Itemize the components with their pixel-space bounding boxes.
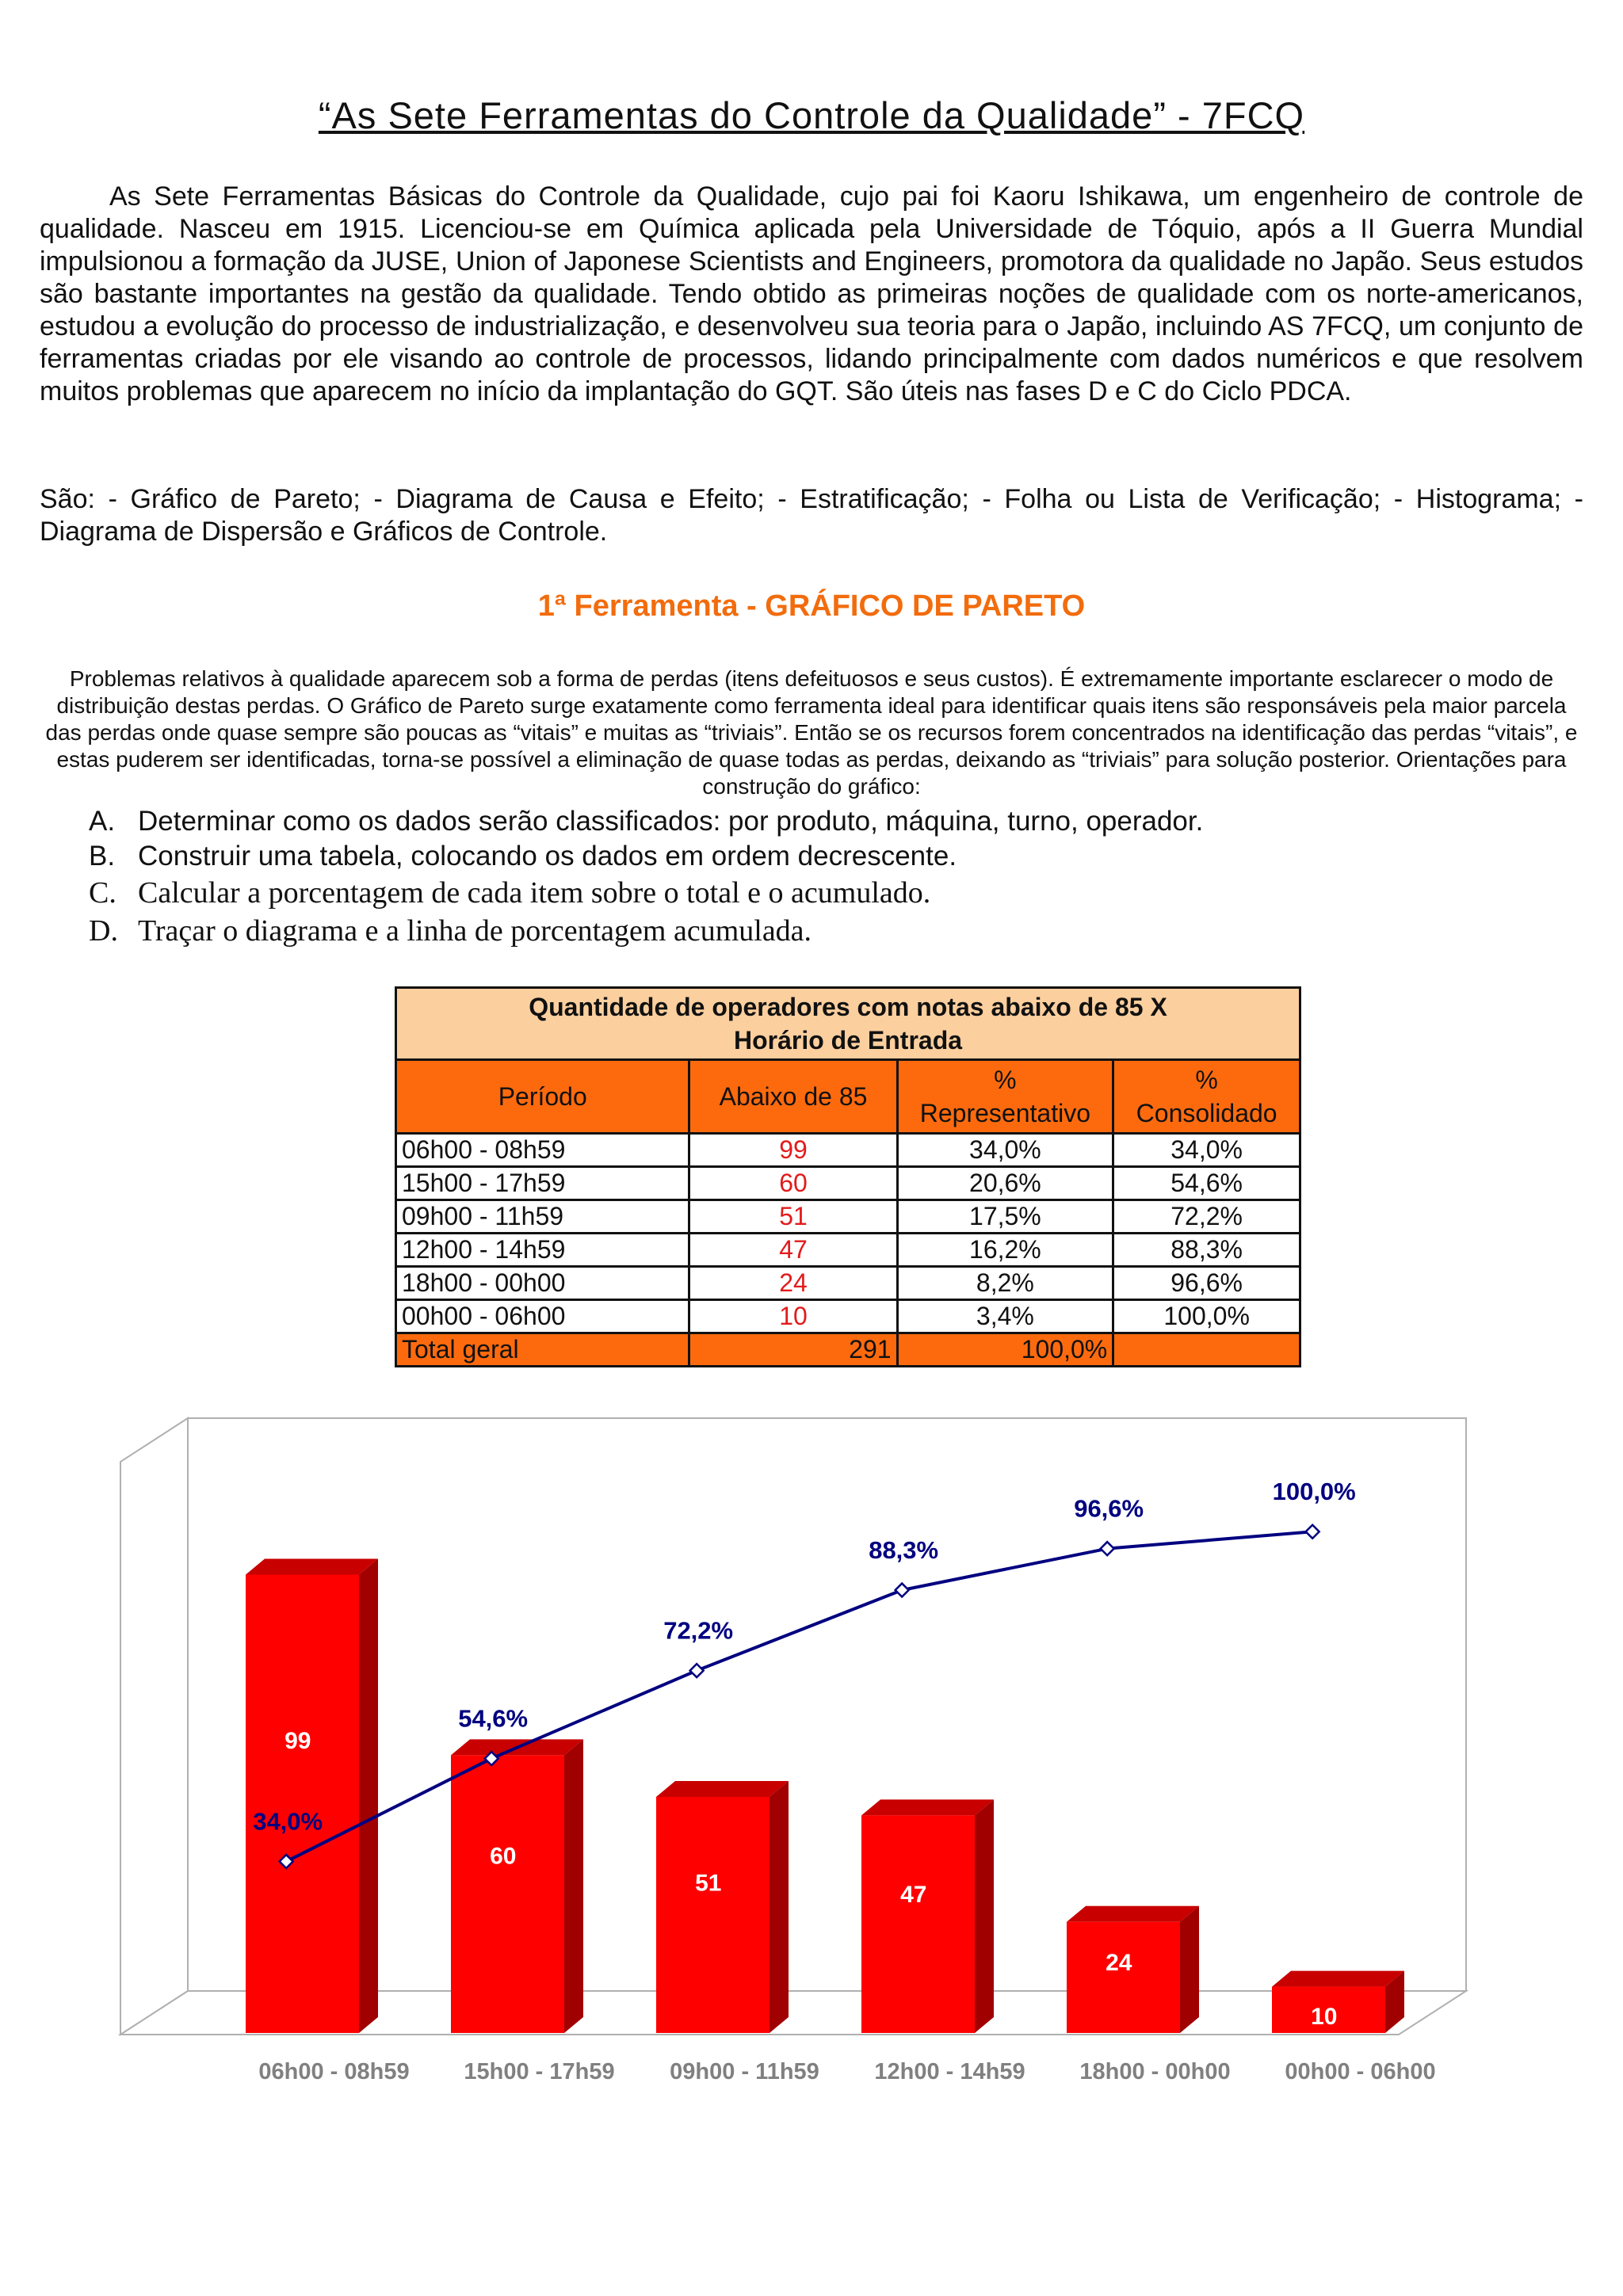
bar-side-face (1180, 1906, 1199, 2033)
step-item (89, 804, 1203, 839)
pareto-table (395, 986, 1301, 1367)
step-item (89, 912, 1203, 950)
table-header-row (396, 1060, 1300, 1134)
header-rep-label: Representativo (919, 1099, 1090, 1127)
bar-value-label: 47 (900, 1882, 927, 1909)
table-caption-row (396, 988, 1300, 1060)
table-caption-line1: Quantidade de operadores com notas abaixo de 85 X (529, 993, 1167, 1021)
bar-side-face (564, 1739, 583, 2033)
table-row (396, 1300, 1300, 1333)
bar-value-label: 99 (285, 1727, 311, 1754)
cumulative-label: 34,0% (253, 1807, 323, 1836)
cell-count: 10 (689, 1300, 897, 1333)
step-text: Calcular a porcentagem de cada item sobre o total e o acumulado. (138, 876, 931, 910)
cell-count: 51 (689, 1200, 897, 1234)
table-caption-line2: Horário de Entrada (733, 1026, 963, 1055)
cumulative-label: 96,6% (1074, 1494, 1144, 1523)
cell-rep: 20,6% (897, 1167, 1113, 1200)
category-label: 00h00 - 06h00 (1285, 2059, 1436, 2084)
header-cons-symbol: % (1195, 1066, 1218, 1094)
step-marker: C. (89, 876, 116, 910)
step-marker: D. (89, 914, 118, 948)
bar-top-face (246, 1558, 378, 1574)
cumulative-label: 88,3% (869, 1536, 939, 1565)
category-label: 09h00 - 11h59 (670, 2059, 819, 2084)
header-rep-symbol: % (994, 1066, 1017, 1094)
total-rep: 100,0% (897, 1333, 1113, 1367)
total-label: Total geral (396, 1333, 689, 1367)
cumulative-label: 100,0% (1272, 1478, 1356, 1506)
cell-rep: 8,2% (897, 1267, 1113, 1300)
category-label: 06h00 - 08h59 (258, 2059, 410, 2084)
table-row (396, 1267, 1300, 1300)
cell-count: 60 (689, 1167, 897, 1200)
bar-top-face (861, 1799, 994, 1815)
cell-count: 99 (689, 1134, 897, 1167)
cell-period: 18h00 - 00h00 (396, 1267, 689, 1300)
category-label: 12h00 - 14h59 (874, 2059, 1025, 2084)
cumulative-label: 72,2% (663, 1616, 734, 1645)
step-text: Construir uma tabela, colocando os dados em ordem decrescente. (138, 841, 957, 871)
cell-period: 09h00 - 11h59 (396, 1200, 689, 1234)
cell-period: 06h00 - 08h59 (396, 1134, 689, 1167)
bar-value-label: 60 (490, 1843, 517, 1870)
cell-period: 12h00 - 14h59 (396, 1234, 689, 1267)
cell-cons: 96,6% (1113, 1267, 1300, 1300)
cell-cons: 100,0% (1113, 1300, 1300, 1333)
tools-list-paragraph: São: - Gráfico de Pareto; - Diagrama de Causa e Efeito; - Estratificação; - Folha ou Lista de Verificação; - Histograma; - Diagrama de Dispersão e Gráficos de Controle. (40, 484, 1583, 547)
total-cons (1113, 1333, 1300, 1367)
step-marker: A. (89, 806, 116, 837)
cell-period: 00h00 - 06h00 (396, 1300, 689, 1333)
table-total-row (396, 1333, 1300, 1367)
step-item (89, 874, 1203, 912)
bar (1067, 1922, 1180, 2033)
bar (246, 1574, 359, 2033)
cell-rep: 17,5% (897, 1200, 1113, 1234)
header-representative (897, 1060, 1113, 1134)
header-period: Período (396, 1060, 689, 1134)
cell-cons: 88,3% (1113, 1234, 1300, 1267)
cell-cons: 54,6% (1113, 1167, 1300, 1200)
category-label: 15h00 - 17h59 (464, 2059, 615, 2084)
bar-side-face (769, 1781, 789, 2033)
bar (861, 1815, 975, 2033)
total-count: 291 (689, 1333, 897, 1367)
step-text: Traçar o diagrama e a linha de porcentagem acumulada. (138, 914, 812, 948)
construction-steps (89, 804, 1203, 950)
pareto-chart (0, 1401, 1623, 2098)
cell-rep: 3,4% (897, 1300, 1113, 1333)
bar (656, 1797, 769, 2033)
pareto-description: Problemas relativos à qualidade aparecem sob a forma de perdas (itens defeituosos e seus custos). É extremamente importante esclarecer o modo de distribuição destas perdas. O Gráfico de Pareto surge exatamente como ferramenta ideal para identificar quais itens são responsáveis pela maior parcela das perdas onde quase sempre são poucas as “vitais” e muitas as “triviais”. Então se os recursos forem concentrados na identificação das perdas “vitais”, e estas puderem ser identificadas, torna-se possível a eliminação de quase todas as perdas, deixando as “triviais” para solução posterior. Orientações para construção do gráfico: (45, 666, 1578, 799)
category-label: 18h00 - 00h00 (1079, 2059, 1231, 2084)
page-title: “As Sete Ferramentas do Controle da Qualidade” - 7FCQ (318, 94, 1305, 136)
table-row (396, 1134, 1300, 1167)
bar-top-face (1272, 1971, 1404, 1987)
chart-left-wall (120, 1418, 188, 2035)
bar-side-face (359, 1558, 378, 2033)
step-item (89, 839, 1203, 874)
bar-side-face (975, 1799, 994, 2033)
cell-cons: 34,0% (1113, 1134, 1300, 1167)
table-row (396, 1167, 1300, 1200)
step-text: Determinar como os dados serão classificados: por produto, máquina, turno, operador. (138, 806, 1204, 837)
bar-value-label: 10 (1311, 2003, 1338, 2030)
cell-rep: 16,2% (897, 1234, 1113, 1267)
cell-cons: 72,2% (1113, 1200, 1300, 1234)
step-marker: B. (89, 841, 116, 871)
cumulative-label: 54,6% (458, 1704, 529, 1733)
header-below-85: Abaixo de 85 (689, 1060, 897, 1134)
bar-value-label: 24 (1106, 1950, 1132, 1977)
bar-value-label: 51 (695, 1870, 722, 1897)
bar-top-face (656, 1781, 789, 1797)
table-caption (396, 988, 1300, 1060)
cell-count: 24 (689, 1267, 897, 1300)
table-row (396, 1200, 1300, 1234)
bar (451, 1755, 564, 2033)
bar-top-face (1067, 1906, 1199, 1922)
section-title: 1ª Ferramenta - GRÁFICO DE PARETO (537, 589, 1086, 623)
table-row (396, 1234, 1300, 1267)
cell-rep: 34,0% (897, 1134, 1113, 1167)
intro-paragraph: As Sete Ferramentas Básicas do Controle da Qualidade, cujo pai foi Kaoru Ishikawa, um engenheiro de controle de qualidade. Nasceu em 1915. Licenciou-se em Química aplicada pela Universidade de Tóquio, após a II Guerra Mundial impulsionou a formação da JUSE, Union of Japonese Scientists and Engineers, promotora da qualidade no Japão. Seus estudos são bastante importantes na gestão da qualidade. Tendo obtido as primeiras noções de qualidade com os norte-americanos, estudou a evolução do processo de industrialização, e desenvolveu sua teoria para o Japão, incluindo AS 7FCQ, um conjunto de ferramentas criadas por ele visando ao controle de processos, lidando principalmente com dados numéricos e que resolvem muitos problemas que aparecem no início da implantação do GQT. São úteis nas fases D e C do Ciclo PDCA. (40, 181, 1583, 406)
header-consolidated (1113, 1060, 1300, 1134)
cell-count: 47 (689, 1234, 897, 1267)
cell-period: 15h00 - 17h59 (396, 1167, 689, 1200)
header-cons-label: Consolidado (1136, 1099, 1277, 1127)
